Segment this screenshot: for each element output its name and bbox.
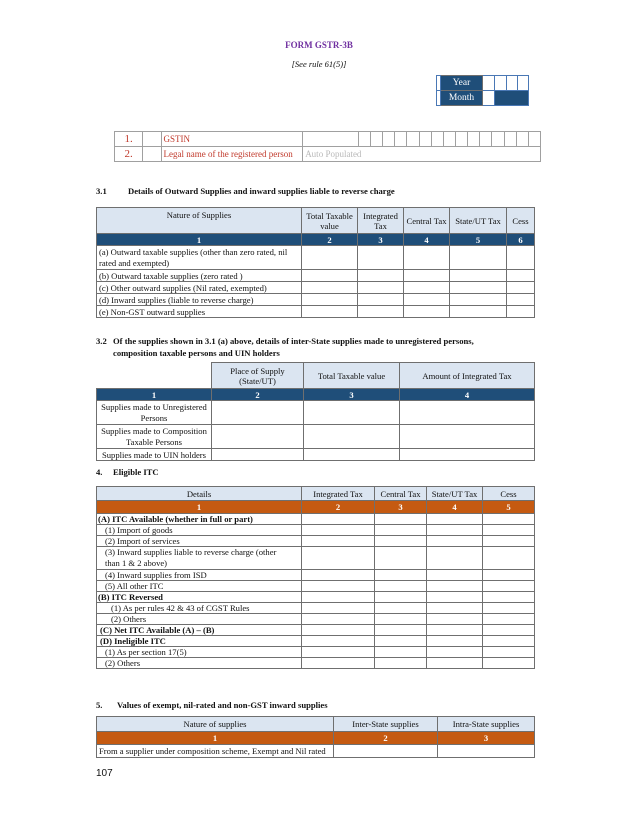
- col-number: 3: [375, 501, 427, 514]
- month-spacer-cell: [483, 91, 495, 106]
- value-cell[interactable]: [427, 536, 483, 547]
- col-number: 3: [304, 389, 400, 401]
- value-cell[interactable]: [302, 246, 358, 270]
- value-cell[interactable]: [302, 658, 375, 669]
- gstin-char-input[interactable]: [383, 132, 395, 147]
- value-cell[interactable]: [212, 425, 304, 449]
- value-cell[interactable]: [375, 603, 427, 614]
- col-header: State/UT Tax: [450, 208, 507, 234]
- legal-name-label: Legal name of the registered person: [161, 147, 303, 162]
- gstin-char-input[interactable]: [370, 132, 382, 147]
- gstin-char-input[interactable]: [480, 132, 492, 147]
- section-3-1-title: Details of Outward Supplies and inward supplies liable to reverse charge: [128, 186, 395, 196]
- row-label: (C) Net ITC Available (A) – (B): [97, 625, 302, 636]
- gstin-label: GSTIN: [161, 132, 303, 147]
- row-label: From a supplier under composition scheme, Exempt and Nil rated: [97, 745, 334, 758]
- row-label: (D) Ineligible ITC: [97, 636, 302, 647]
- col-number: 4: [404, 234, 450, 246]
- section-3-2-number: 3.2: [96, 336, 107, 346]
- value-cell[interactable]: [358, 246, 404, 270]
- value-cell[interactable]: [438, 745, 535, 758]
- row-label: (c) Other outward supplies (Nil rated, exempted): [97, 282, 302, 294]
- value-cell[interactable]: [483, 658, 535, 669]
- value-cell[interactable]: [302, 306, 358, 318]
- spacer-cell: [143, 147, 161, 162]
- value-cell[interactable]: [427, 647, 483, 658]
- gstin-char-input[interactable]: [455, 132, 467, 147]
- col-header: Central Tax: [404, 208, 450, 234]
- value-cell[interactable]: [375, 592, 427, 603]
- col-number: 1: [97, 234, 302, 246]
- col-header: Nature of Supplies: [97, 208, 302, 234]
- value-cell[interactable]: [302, 282, 358, 294]
- value-cell[interactable]: [302, 614, 375, 625]
- gstin-char-input[interactable]: [431, 132, 443, 147]
- row-label: (3) Inward supplies liable to reverse charge (other than 1 & 2 above): [97, 547, 302, 570]
- value-cell[interactable]: [427, 592, 483, 603]
- row-label: Supplies made to Composition Taxable Persons: [97, 425, 212, 449]
- value-cell[interactable]: [302, 581, 375, 592]
- value-cell[interactable]: [302, 536, 375, 547]
- blank-header: [97, 363, 212, 389]
- col-number: 4: [427, 501, 483, 514]
- value-cell[interactable]: [450, 294, 507, 306]
- value-cell[interactable]: [375, 525, 427, 536]
- value-cell[interactable]: [427, 603, 483, 614]
- inter-state-supplies-table: [96, 362, 535, 461]
- col-number: 1: [97, 501, 302, 514]
- value-cell[interactable]: [400, 401, 535, 425]
- row-label: (A) ITC Available (whether in full or part): [97, 514, 302, 525]
- gstin-char-input[interactable]: [419, 132, 431, 147]
- year-digit-input[interactable]: [507, 76, 518, 91]
- page-number: 107: [96, 768, 113, 779]
- section-3-2-title-line2: composition taxable persons and UIN holders: [113, 348, 280, 358]
- value-cell[interactable]: [427, 625, 483, 636]
- col-header: Intra-State supplies: [438, 717, 535, 732]
- value-cell[interactable]: [302, 636, 375, 647]
- value-cell[interactable]: [507, 306, 535, 318]
- value-cell[interactable]: [400, 425, 535, 449]
- col-number: 6: [507, 234, 535, 246]
- section-4-title: Eligible ITC: [113, 467, 159, 477]
- row-label: (1) As per rules 42 & 43 of CGST Rules: [97, 603, 302, 614]
- value-cell[interactable]: [483, 636, 535, 647]
- legal-name-field[interactable]: Auto Populated: [303, 147, 541, 162]
- value-cell[interactable]: [375, 514, 427, 525]
- row-label: (1) Import of goods: [97, 525, 302, 536]
- value-cell[interactable]: [212, 401, 304, 425]
- value-cell[interactable]: [507, 270, 535, 282]
- value-cell[interactable]: [302, 294, 358, 306]
- section-5-number: 5.: [96, 700, 103, 710]
- value-cell[interactable]: [483, 547, 535, 570]
- value-cell[interactable]: [302, 547, 375, 570]
- year-digit-input[interactable]: [483, 76, 495, 91]
- value-cell[interactable]: [375, 658, 427, 669]
- col-number: 2: [212, 389, 304, 401]
- month-label: Month: [441, 91, 483, 106]
- col-header: Cess: [483, 487, 535, 501]
- value-cell[interactable]: [427, 614, 483, 625]
- value-cell[interactable]: [483, 536, 535, 547]
- value-cell[interactable]: [450, 282, 507, 294]
- value-cell[interactable]: [358, 270, 404, 282]
- value-cell[interactable]: [302, 592, 375, 603]
- row-label: (d) Inward supplies (liable to reverse charge): [97, 294, 302, 306]
- value-cell[interactable]: [450, 246, 507, 270]
- value-cell[interactable]: [358, 294, 404, 306]
- row-label: (a) Outward taxable supplies (other than zero rated, nil rated and exempted): [97, 246, 302, 270]
- value-cell[interactable]: [302, 647, 375, 658]
- value-cell[interactable]: [427, 525, 483, 536]
- value-cell[interactable]: [302, 514, 375, 525]
- value-cell[interactable]: [404, 294, 450, 306]
- value-cell[interactable]: [450, 270, 507, 282]
- row-label: Supplies made to Unregistered Persons: [97, 401, 212, 425]
- gstin-char-input[interactable]: [303, 132, 359, 147]
- col-number: 1: [97, 389, 212, 401]
- value-cell[interactable]: [483, 570, 535, 581]
- value-cell[interactable]: [404, 306, 450, 318]
- col-header: Integrated Tax: [358, 208, 404, 234]
- value-cell[interactable]: [375, 647, 427, 658]
- value-cell[interactable]: [483, 614, 535, 625]
- row-label: (1) As per section 17(5): [97, 647, 302, 658]
- col-header: Cess: [507, 208, 535, 234]
- value-cell[interactable]: [304, 401, 400, 425]
- row-label: (2) Others: [97, 614, 302, 625]
- value-cell[interactable]: [427, 581, 483, 592]
- col-number: 5: [483, 501, 535, 514]
- value-cell[interactable]: [483, 647, 535, 658]
- value-cell[interactable]: [404, 270, 450, 282]
- value-cell[interactable]: [375, 536, 427, 547]
- gstin-char-input[interactable]: [443, 132, 455, 147]
- value-cell[interactable]: [483, 603, 535, 614]
- col-header: Inter-State supplies: [334, 717, 438, 732]
- col-header: Total Taxable value: [302, 208, 358, 234]
- row-label: (4) Inward supplies from ISD: [97, 570, 302, 581]
- year-label: Year: [441, 76, 483, 91]
- value-cell[interactable]: [302, 570, 375, 581]
- col-header: Nature of supplies: [97, 717, 334, 732]
- value-cell[interactable]: [358, 306, 404, 318]
- value-cell[interactable]: [302, 525, 375, 536]
- month-input[interactable]: [495, 91, 529, 106]
- value-cell[interactable]: [483, 581, 535, 592]
- value-cell[interactable]: [375, 636, 427, 647]
- row-label: (2) Import of services: [97, 536, 302, 547]
- section-5-title: Values of exempt, nil-rated and non-GST inward supplies: [117, 700, 328, 710]
- period-table: [436, 75, 529, 106]
- value-cell[interactable]: [304, 449, 400, 461]
- form-title: FORM GSTR-3B: [285, 40, 353, 50]
- row-number: 1.: [115, 132, 143, 147]
- value-cell[interactable]: [507, 282, 535, 294]
- row-number: 2.: [115, 147, 143, 162]
- taxpayer-details-table: [114, 131, 541, 162]
- value-cell[interactable]: [304, 425, 400, 449]
- value-cell[interactable]: [507, 246, 535, 270]
- value-cell[interactable]: [375, 547, 427, 570]
- value-cell[interactable]: [375, 570, 427, 581]
- col-number: 2: [302, 501, 375, 514]
- value-cell[interactable]: [212, 449, 304, 461]
- col-number: 3: [358, 234, 404, 246]
- col-header: Place of Supply (State/UT): [212, 363, 304, 389]
- gstin-char-input[interactable]: [528, 132, 540, 147]
- col-header: Details: [97, 487, 302, 501]
- value-cell[interactable]: [427, 570, 483, 581]
- gstin-char-input[interactable]: [407, 132, 419, 147]
- value-cell[interactable]: [483, 592, 535, 603]
- section-3-1-number: 3.1: [96, 186, 107, 196]
- value-cell[interactable]: [375, 581, 427, 592]
- col-header: Amount of Integrated Tax: [400, 363, 535, 389]
- year-digit-input[interactable]: [518, 76, 529, 91]
- value-cell[interactable]: [404, 282, 450, 294]
- gstin-char-input[interactable]: [516, 132, 528, 147]
- row-label: (b) Outward taxable supplies (zero rated ): [97, 270, 302, 282]
- value-cell[interactable]: [483, 514, 535, 525]
- value-cell[interactable]: [427, 658, 483, 669]
- value-cell[interactable]: [400, 449, 535, 461]
- value-cell[interactable]: [375, 625, 427, 636]
- col-number: 5: [450, 234, 507, 246]
- gstin-char-input[interactable]: [468, 132, 480, 147]
- gstin-char-input[interactable]: [395, 132, 407, 147]
- value-cell[interactable]: [302, 625, 375, 636]
- section-4-number: 4.: [96, 467, 103, 477]
- col-header: Total Taxable value: [304, 363, 400, 389]
- outward-supplies-table: [96, 207, 535, 318]
- row-label: (2) Others: [97, 658, 302, 669]
- gstin-char-input[interactable]: [358, 132, 370, 147]
- value-cell[interactable]: [483, 625, 535, 636]
- col-number: 1: [97, 732, 334, 745]
- eligible-itc-table: [96, 486, 535, 669]
- col-number: 3: [438, 732, 535, 745]
- value-cell[interactable]: [427, 547, 483, 570]
- spacer-cell: [143, 132, 161, 147]
- value-cell[interactable]: [302, 603, 375, 614]
- value-cell[interactable]: [302, 270, 358, 282]
- row-label: (5) All other ITC: [97, 581, 302, 592]
- row-label: Supplies made to UIN holders: [97, 449, 212, 461]
- value-cell[interactable]: [375, 614, 427, 625]
- value-cell[interactable]: [450, 306, 507, 318]
- value-cell[interactable]: [358, 282, 404, 294]
- col-header: State/UT Tax: [427, 487, 483, 501]
- row-label: (B) ITC Reversed: [97, 592, 302, 603]
- value-cell[interactable]: [334, 745, 438, 758]
- row-label: (e) Non-GST outward supplies: [97, 306, 302, 318]
- value-cell[interactable]: [427, 514, 483, 525]
- col-number: 4: [400, 389, 535, 401]
- gstin-char-input[interactable]: [504, 132, 516, 147]
- col-header: Integrated Tax: [302, 487, 375, 501]
- year-digit-input[interactable]: [495, 76, 507, 91]
- rule-reference: [See rule 61(5)]: [291, 59, 347, 69]
- gstin-char-input[interactable]: [492, 132, 504, 147]
- value-cell[interactable]: [427, 636, 483, 647]
- section-3-2-title-line1: Of the supplies shown in 3.1 (a) above, details of inter-State supplies made to unregistered persons,: [113, 336, 474, 346]
- exempt-supplies-table: [96, 716, 535, 758]
- value-cell[interactable]: [404, 246, 450, 270]
- value-cell[interactable]: [483, 525, 535, 536]
- col-number: 2: [302, 234, 358, 246]
- value-cell[interactable]: [507, 294, 535, 306]
- col-number: 2: [334, 732, 438, 745]
- col-header: Central Tax: [375, 487, 427, 501]
